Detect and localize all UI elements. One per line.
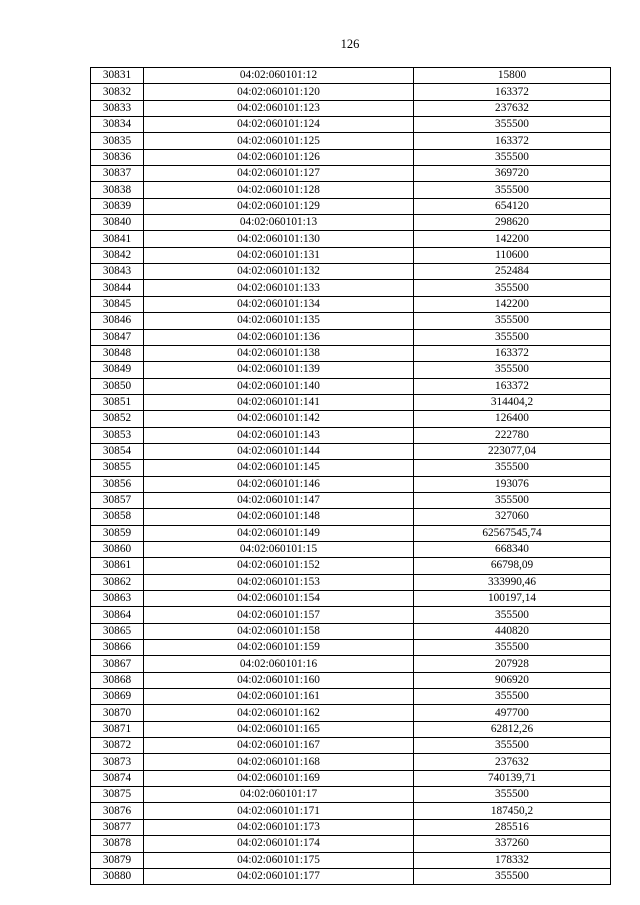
- row-number-cell: 30849: [91, 362, 144, 378]
- value-cell: 355500: [414, 313, 611, 329]
- value-cell: 163372: [414, 378, 611, 394]
- row-number-cell: 30831: [91, 68, 144, 84]
- value-cell: 193076: [414, 476, 611, 492]
- value-cell: 355500: [414, 492, 611, 508]
- cadastral-number-cell: 04:02:060101:165: [144, 721, 414, 737]
- cadastral-number-cell: 04:02:060101:141: [144, 394, 414, 410]
- row-number-cell: 30839: [91, 198, 144, 214]
- value-cell: 668340: [414, 541, 611, 557]
- table-row: [91, 656, 611, 672]
- value-cell: 62567545,74: [414, 525, 611, 541]
- cadastral-number-cell: 04:02:060101:148: [144, 509, 414, 525]
- value-cell: 298620: [414, 215, 611, 231]
- row-number-cell: 30838: [91, 182, 144, 198]
- value-cell: 906920: [414, 672, 611, 688]
- cadastral-number-cell: 04:02:060101:154: [144, 591, 414, 607]
- row-number-cell: 30851: [91, 394, 144, 410]
- table-row: [91, 394, 611, 410]
- cadastral-number-cell: 04:02:060101:149: [144, 525, 414, 541]
- table-row: [91, 411, 611, 427]
- table-row: [91, 623, 611, 639]
- row-number-cell: 30859: [91, 525, 144, 541]
- row-number-cell: 30869: [91, 689, 144, 705]
- cadastral-number-cell: 04:02:060101:120: [144, 84, 414, 100]
- cadastral-number-cell: 04:02:060101:136: [144, 329, 414, 345]
- cadastral-number-cell: 04:02:060101:145: [144, 460, 414, 476]
- cadastral-number-cell: 04:02:060101:15: [144, 541, 414, 557]
- table-row: [91, 280, 611, 296]
- cadastral-number-cell: 04:02:060101:134: [144, 296, 414, 312]
- row-number-cell: 30865: [91, 623, 144, 639]
- table-row: [91, 427, 611, 443]
- value-cell: 440820: [414, 623, 611, 639]
- value-cell: 337260: [414, 836, 611, 852]
- cadastral-number-cell: 04:02:060101:153: [144, 574, 414, 590]
- cadastral-number-cell: 04:02:060101:173: [144, 819, 414, 835]
- value-cell: 355500: [414, 607, 611, 623]
- value-cell: 163372: [414, 84, 611, 100]
- row-number-cell: 30867: [91, 656, 144, 672]
- cadastral-number-cell: 04:02:060101:12: [144, 68, 414, 84]
- table-row: [91, 705, 611, 721]
- table-row: [91, 313, 611, 329]
- cadastral-number-cell: 04:02:060101:140: [144, 378, 414, 394]
- value-cell: 355500: [414, 149, 611, 165]
- value-cell: 163372: [414, 345, 611, 361]
- cadastral-number-cell: 04:02:060101:158: [144, 623, 414, 639]
- value-cell: 355500: [414, 329, 611, 345]
- table-row: [91, 852, 611, 868]
- value-cell: 285516: [414, 819, 611, 835]
- table-row: [91, 476, 611, 492]
- cadastral-number-cell: 04:02:060101:123: [144, 100, 414, 116]
- row-number-cell: 30837: [91, 166, 144, 182]
- row-number-cell: 30850: [91, 378, 144, 394]
- value-cell: 252484: [414, 264, 611, 280]
- row-number-cell: 30832: [91, 84, 144, 100]
- value-cell: 142200: [414, 231, 611, 247]
- row-number-cell: 30862: [91, 574, 144, 590]
- cadastral-number-cell: 04:02:060101:17: [144, 787, 414, 803]
- row-number-cell: 30879: [91, 852, 144, 868]
- row-number-cell: 30877: [91, 819, 144, 835]
- table-row: [91, 378, 611, 394]
- table-row: [91, 362, 611, 378]
- value-cell: 100197,14: [414, 591, 611, 607]
- table-row: [91, 296, 611, 312]
- value-cell: 314404,2: [414, 394, 611, 410]
- cadastral-number-cell: 04:02:060101:139: [144, 362, 414, 378]
- table-row: [91, 198, 611, 214]
- table-row: [91, 509, 611, 525]
- table-row: [91, 68, 611, 84]
- value-cell: 163372: [414, 133, 611, 149]
- value-cell: 355500: [414, 640, 611, 656]
- cadastral-number-cell: 04:02:060101:131: [144, 247, 414, 263]
- table-row: [91, 149, 611, 165]
- cadastral-number-cell: 04:02:060101:126: [144, 149, 414, 165]
- row-number-cell: 30846: [91, 313, 144, 329]
- cadastral-number-cell: 04:02:060101:132: [144, 264, 414, 280]
- row-number-cell: 30836: [91, 149, 144, 165]
- value-cell: 740139,71: [414, 770, 611, 786]
- cadastral-number-cell: 04:02:060101:144: [144, 443, 414, 459]
- value-cell: 187450,2: [414, 803, 611, 819]
- value-cell: 369720: [414, 166, 611, 182]
- row-number-cell: 30845: [91, 296, 144, 312]
- row-number-cell: 30835: [91, 133, 144, 149]
- value-cell: 355500: [414, 738, 611, 754]
- table-row: [91, 787, 611, 803]
- cadastral-number-cell: 04:02:060101:13: [144, 215, 414, 231]
- row-number-cell: 30873: [91, 754, 144, 770]
- table-body: [91, 68, 611, 885]
- table-row: [91, 166, 611, 182]
- row-number-cell: 30834: [91, 117, 144, 133]
- row-number-cell: 30854: [91, 443, 144, 459]
- row-number-cell: 30874: [91, 770, 144, 786]
- table-row: [91, 803, 611, 819]
- cadastral-number-cell: 04:02:060101:125: [144, 133, 414, 149]
- table-row: [91, 672, 611, 688]
- row-number-cell: 30833: [91, 100, 144, 116]
- cadastral-number-cell: 04:02:060101:160: [144, 672, 414, 688]
- value-cell: 110600: [414, 247, 611, 263]
- value-cell: 66798,09: [414, 558, 611, 574]
- value-cell: 654120: [414, 198, 611, 214]
- table-row: [91, 770, 611, 786]
- table-row: [91, 836, 611, 852]
- value-cell: 15800: [414, 68, 611, 84]
- value-cell: 355500: [414, 787, 611, 803]
- row-number-cell: 30852: [91, 411, 144, 427]
- table-row: [91, 689, 611, 705]
- row-number-cell: 30861: [91, 558, 144, 574]
- cadastral-number-cell: 04:02:060101:175: [144, 852, 414, 868]
- table-row: [91, 558, 611, 574]
- table-row: [91, 247, 611, 263]
- cadastral-number-cell: 04:02:060101:133: [144, 280, 414, 296]
- table-row: [91, 574, 611, 590]
- cadastral-number-cell: 04:02:060101:168: [144, 754, 414, 770]
- cadastral-number-cell: 04:02:060101:138: [144, 345, 414, 361]
- cadastral-number-cell: 04:02:060101:124: [144, 117, 414, 133]
- table-row: [91, 868, 611, 884]
- cadastral-number-cell: 04:02:060101:127: [144, 166, 414, 182]
- cadastral-number-cell: 04:02:060101:162: [144, 705, 414, 721]
- cadastral-number-cell: 04:02:060101:169: [144, 770, 414, 786]
- table-row: [91, 100, 611, 116]
- value-cell: 178332: [414, 852, 611, 868]
- value-cell: 333990,46: [414, 574, 611, 590]
- row-number-cell: 30841: [91, 231, 144, 247]
- row-number-cell: 30871: [91, 721, 144, 737]
- cadastral-number-cell: 04:02:060101:147: [144, 492, 414, 508]
- cadastral-number-cell: 04:02:060101:129: [144, 198, 414, 214]
- cadastral-number-cell: 04:02:060101:135: [144, 313, 414, 329]
- table-row: [91, 541, 611, 557]
- value-cell: 355500: [414, 868, 611, 884]
- value-cell: 237632: [414, 100, 611, 116]
- cadastral-number-cell: 04:02:060101:157: [144, 607, 414, 623]
- table-row: [91, 231, 611, 247]
- table-row: [91, 591, 611, 607]
- value-cell: 355500: [414, 117, 611, 133]
- value-cell: 237632: [414, 754, 611, 770]
- row-number-cell: 30875: [91, 787, 144, 803]
- row-number-cell: 30866: [91, 640, 144, 656]
- row-number-cell: 30872: [91, 738, 144, 754]
- table-row: [91, 754, 611, 770]
- table-row: [91, 738, 611, 754]
- table-row: [91, 182, 611, 198]
- value-cell: 497700: [414, 705, 611, 721]
- table-row: [91, 215, 611, 231]
- value-cell: 62812,26: [414, 721, 611, 737]
- table-row: [91, 117, 611, 133]
- table-row: [91, 443, 611, 459]
- value-cell: 327060: [414, 509, 611, 525]
- value-cell: 126400: [414, 411, 611, 427]
- row-number-cell: 30860: [91, 541, 144, 557]
- cadastral-number-cell: 04:02:060101:171: [144, 803, 414, 819]
- row-number-cell: 30880: [91, 868, 144, 884]
- row-number-cell: 30855: [91, 460, 144, 476]
- cadastral-number-cell: 04:02:060101:130: [144, 231, 414, 247]
- row-number-cell: 30840: [91, 215, 144, 231]
- table-row: [91, 607, 611, 623]
- row-number-cell: 30868: [91, 672, 144, 688]
- table-row: [91, 460, 611, 476]
- row-number-cell: 30856: [91, 476, 144, 492]
- cadastral-number-cell: 04:02:060101:159: [144, 640, 414, 656]
- table-row: [91, 133, 611, 149]
- row-number-cell: 30863: [91, 591, 144, 607]
- row-number-cell: 30843: [91, 264, 144, 280]
- cadastral-number-cell: 04:02:060101:174: [144, 836, 414, 852]
- table-row: [91, 819, 611, 835]
- table-row: [91, 525, 611, 541]
- cadastral-number-cell: 04:02:060101:167: [144, 738, 414, 754]
- row-number-cell: 30853: [91, 427, 144, 443]
- value-cell: 355500: [414, 280, 611, 296]
- table-row: [91, 84, 611, 100]
- cadastral-number-cell: 04:02:060101:142: [144, 411, 414, 427]
- row-number-cell: 30878: [91, 836, 144, 852]
- row-number-cell: 30842: [91, 247, 144, 263]
- cadastral-number-cell: 04:02:060101:161: [144, 689, 414, 705]
- cadastral-number-cell: 04:02:060101:177: [144, 868, 414, 884]
- row-number-cell: 30870: [91, 705, 144, 721]
- page-number: 126: [340, 37, 360, 51]
- row-number-cell: 30847: [91, 329, 144, 345]
- row-number-cell: 30848: [91, 345, 144, 361]
- row-number-cell: 30844: [91, 280, 144, 296]
- value-cell: 355500: [414, 182, 611, 198]
- value-cell: 142200: [414, 296, 611, 312]
- table-row: [91, 345, 611, 361]
- table-row: [91, 640, 611, 656]
- value-cell: 355500: [414, 362, 611, 378]
- value-cell: 355500: [414, 689, 611, 705]
- table-row: [91, 329, 611, 345]
- row-number-cell: 30857: [91, 492, 144, 508]
- cadastral-number-cell: 04:02:060101:152: [144, 558, 414, 574]
- cadastral-number-cell: 04:02:060101:16: [144, 656, 414, 672]
- cadastral-number-cell: 04:02:060101:143: [144, 427, 414, 443]
- value-cell: 223077,04: [414, 443, 611, 459]
- table-row: [91, 264, 611, 280]
- row-number-cell: 30876: [91, 803, 144, 819]
- row-number-cell: 30864: [91, 607, 144, 623]
- cadastral-number-cell: 04:02:060101:146: [144, 476, 414, 492]
- value-cell: 222780: [414, 427, 611, 443]
- table-row: [91, 492, 611, 508]
- row-number-cell: 30858: [91, 509, 144, 525]
- cadastral-number-cell: 04:02:060101:128: [144, 182, 414, 198]
- value-cell: 207928: [414, 656, 611, 672]
- data-table: [90, 67, 611, 885]
- table-row: [91, 721, 611, 737]
- value-cell: 355500: [414, 460, 611, 476]
